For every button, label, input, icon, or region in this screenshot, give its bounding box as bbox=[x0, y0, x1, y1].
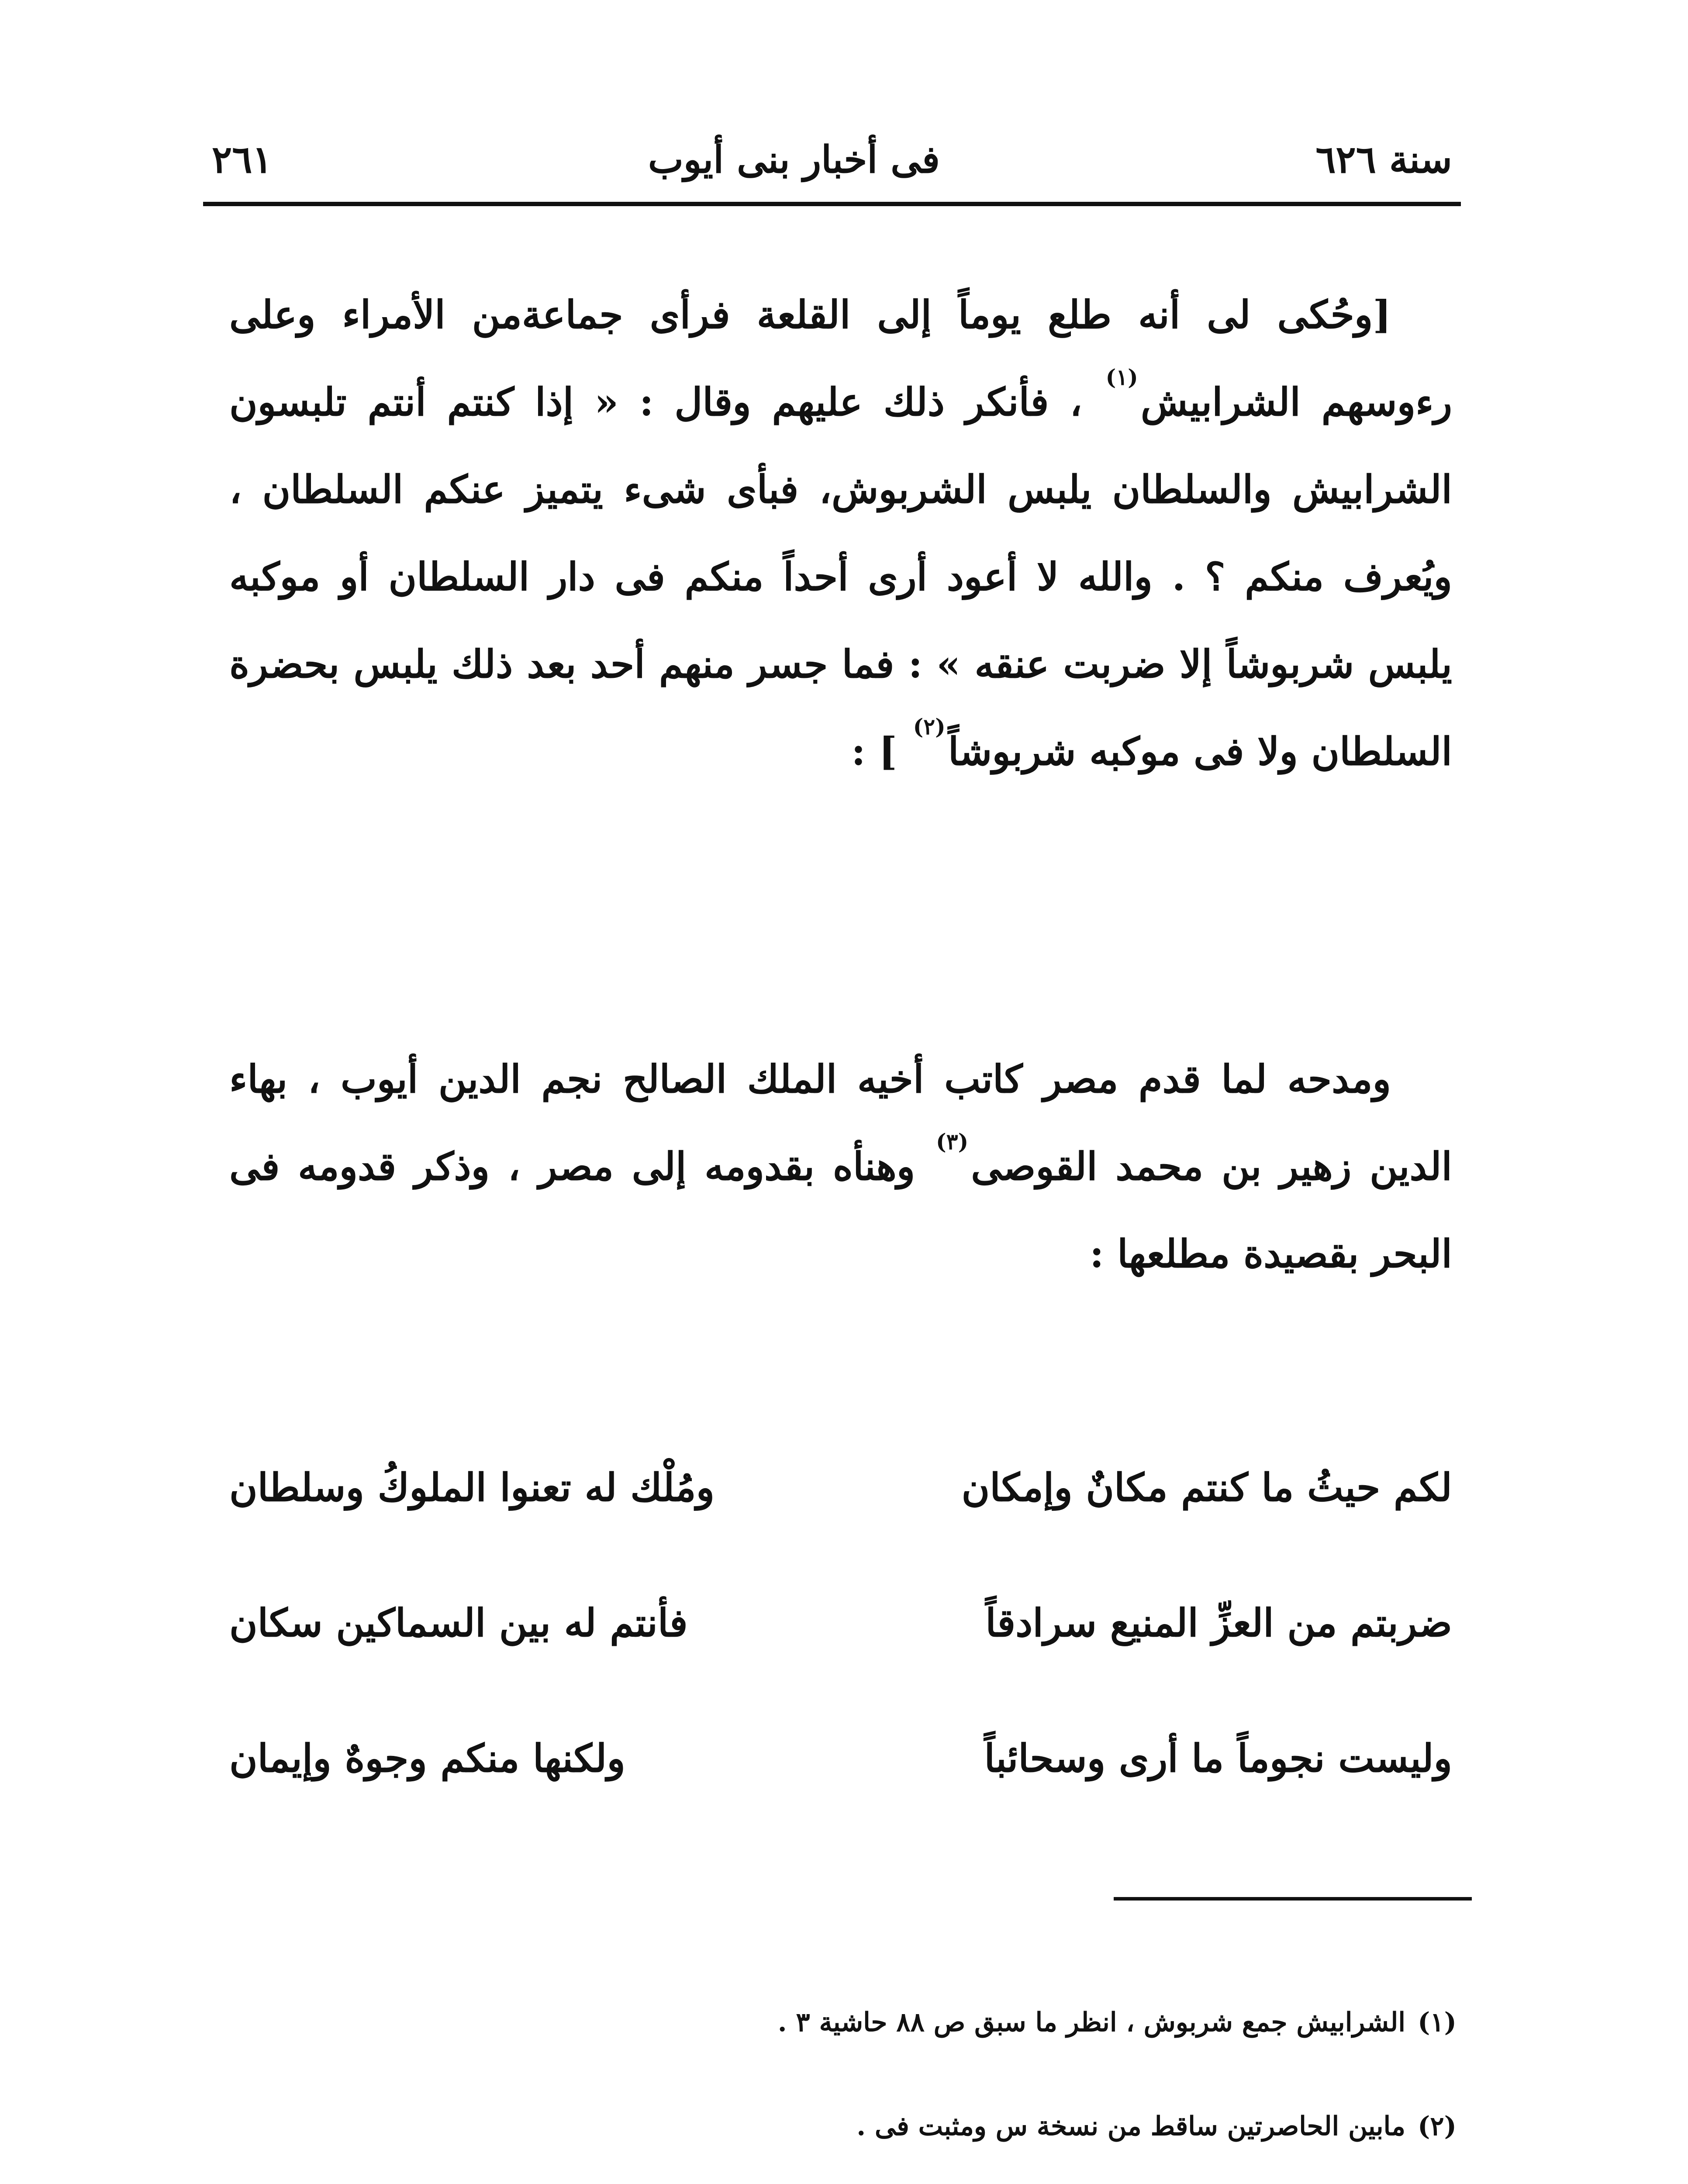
verse-2-first-hemistich: ضربتم من العزِّ المنيع سرادقاً bbox=[985, 1600, 1452, 1645]
footnote-ref-1: (١) bbox=[1105, 364, 1138, 390]
header-year: سنة ٦٢٦ bbox=[1315, 137, 1452, 182]
header-title: فى أخبار بنى أيوب bbox=[648, 137, 940, 182]
verse-3-first-hemistich: وليست نجوماً ما أرى وسحائباً bbox=[984, 1735, 1452, 1781]
paragraph-2-part-a: ومدحه لما قدم مصر كاتب أخيه الملك الصالح نجم الدين أيوب ، بهاء الدين زهير بن محمد القوصى bbox=[229, 1056, 1452, 1189]
footnote-ref-3: (٣) bbox=[936, 1129, 969, 1154]
footnotes bbox=[207, 1992, 1457, 2184]
paragraph-2 bbox=[229, 1035, 1452, 1297]
footnote-1 bbox=[207, 1992, 1457, 2053]
verse-2-second-hemistich: فأنتم له بين السماكين سكان bbox=[229, 1600, 688, 1645]
verse-1-second-hemistich: ومُلْك له تعنوا الملوكُ وسلطان bbox=[229, 1465, 715, 1510]
footnote-2-text: مابين الحاصرتين ساقط من نسخة س ومثبت فى . bbox=[856, 2111, 1405, 2142]
paragraph-1-part-c: ] : bbox=[851, 729, 897, 774]
footnote-separator bbox=[1114, 1897, 1472, 1901]
footnote-1-number: (١) bbox=[1417, 2007, 1457, 2038]
paragraph-2-text bbox=[229, 1035, 1452, 1297]
footnote-1-text: الشرابيش جمع شربوش ، انظر ما سبق ص ٨٨ حاشية ٣ . bbox=[777, 2007, 1405, 2038]
footnote-2 bbox=[207, 2096, 1457, 2157]
header-rule bbox=[203, 202, 1461, 206]
poem-verses bbox=[229, 1420, 1452, 1826]
verse-line bbox=[229, 1690, 1452, 1826]
verse-3-second-hemistich: ولكنها منكم وجوهٌ وإيمان bbox=[229, 1735, 625, 1781]
running-header bbox=[212, 131, 1452, 188]
verse-line bbox=[229, 1420, 1452, 1555]
paragraph-1 bbox=[229, 271, 1452, 795]
verse-1-first-hemistich: لكم حيثُ ما كنتم مكانٌ وإمكان bbox=[961, 1465, 1452, 1510]
paragraph-2-part-b: وهنأه بقدومه إلى مصر ، وذكر قدومه فى البحر بقصيدة مطلعها : bbox=[229, 1144, 1452, 1276]
verse-line bbox=[229, 1555, 1452, 1690]
page-number: ٢٦١ bbox=[212, 137, 273, 182]
paragraph-1-text bbox=[229, 271, 1452, 795]
paragraph-1-part-b: ، فأنكر ذلك عليهم وقال : « إذا كنتم أنتم تلبسون الشرابيش والسلطان يلبس الشربوش، فبأى شىء يتميز عنكم السلطان ، ويُعرف منكم ؟ . والله لا أعود أرى أحداً منكم فى دار السلطان أو موكبه يلبس شربوشاً إلا ضربت عنقه » : فما جسر منهم أحد بعد ذلك يلبس بحضرة السلطان ولا فى موكبه شربوشاً bbox=[229, 379, 1452, 774]
footnote-2-number: (٢) bbox=[1417, 2111, 1457, 2142]
paragraph-1-part-a: [وحُكى لى أنه طلع يوماً إلى القلعة فرأى جماعةمن الأمراء وعلى رءوسهم الشرابيش bbox=[229, 292, 1452, 425]
footnote-ref-2: (٢) bbox=[913, 714, 946, 740]
